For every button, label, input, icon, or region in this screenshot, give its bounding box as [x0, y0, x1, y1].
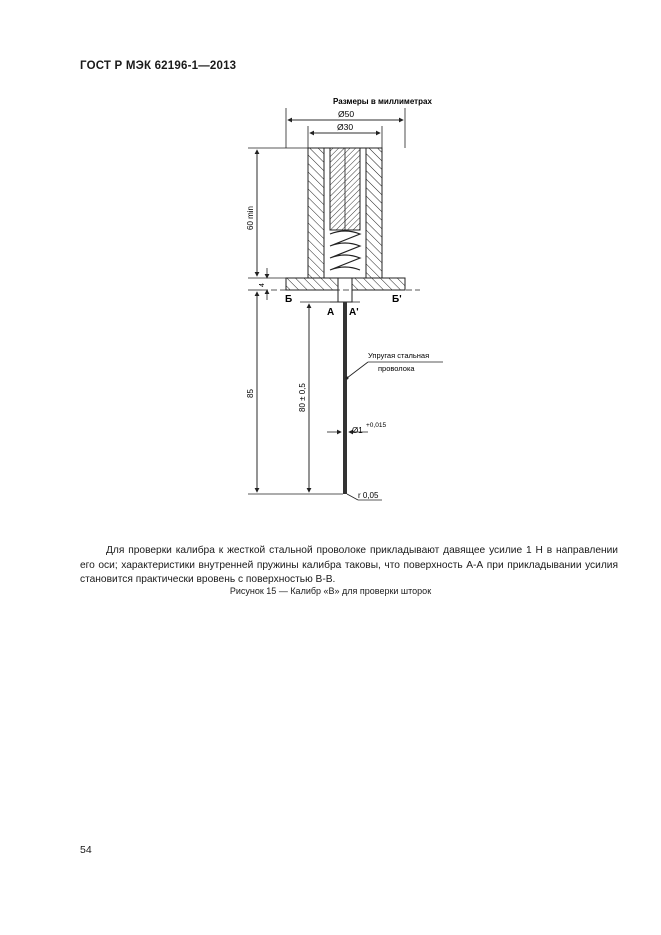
height-label: 60 min — [246, 205, 255, 230]
document-header: ГОСТ Р МЭК 62196-1—2013 — [80, 60, 237, 72]
page-number: 54 — [80, 844, 92, 856]
tip-radius-label: r 0,05 — [358, 491, 379, 500]
wire-length-dimension — [246, 292, 343, 494]
units-note: Размеры в миллиметрах — [333, 97, 432, 106]
tip-radius-callout — [347, 491, 382, 500]
section-label-a-right: А' — [349, 307, 359, 318]
wire-diameter-tolerance: +0,015 — [366, 422, 387, 429]
callout-line1: Упругая стальная — [368, 351, 430, 360]
figure-caption: Рисунок 15 — Калибр «В» для проверки шторок — [229, 586, 432, 596]
steel-wire — [343, 302, 347, 494]
section-label-b-right: Б' — [392, 294, 402, 305]
wire-diameter-dimension — [327, 422, 386, 435]
tolerance-length-dimension — [298, 302, 338, 492]
tolerance-length-label: 80 ± 0,5 — [298, 383, 307, 412]
wire-length-label: 85 — [246, 389, 255, 398]
height-dimension — [246, 148, 308, 276]
gauge-body — [286, 148, 405, 302]
step-dimension — [248, 268, 286, 300]
step-label: 4 — [259, 283, 266, 287]
section-label-b-left: Б — [285, 294, 293, 305]
callout-line2: проволока — [378, 364, 415, 373]
outer-diameter-label: Ø50 — [338, 109, 355, 119]
wire-diameter-label: Ø1 — [352, 426, 363, 435]
spring — [330, 231, 360, 270]
wire-callout — [346, 351, 444, 380]
inner-diameter-label: Ø30 — [337, 122, 354, 132]
section-label-a-left: А — [327, 307, 335, 318]
body-paragraph: Для проверки калибра к жесткой стальной проволоке прикладывают давящее усилие 1 Н в направлении его оси; характеристики внутренней пружины калибра таковы, что поверхность А-А при прикладывании усилия становится практически вровень с поверхностью В-В. — [80, 545, 618, 585]
inner-diameter-dimension — [308, 122, 382, 148]
